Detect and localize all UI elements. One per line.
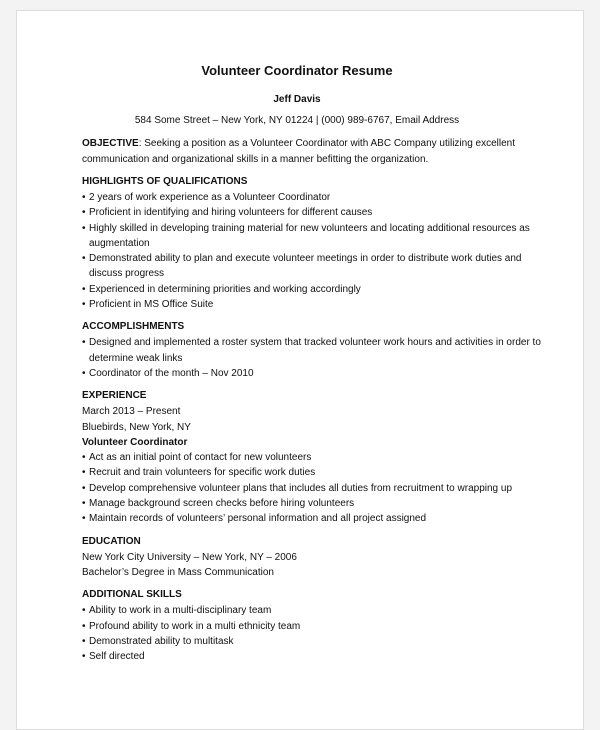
list-item: • Proficient in MS Office Suite (82, 297, 552, 312)
document-page (16, 10, 584, 730)
experience-list (82, 450, 552, 526)
experience-role: Volunteer Coordinator (82, 436, 188, 448)
list-item: • Act as an initial point of contact for new volunteers (82, 450, 552, 465)
list-item: • Designed and implemented a roster system that tracked volunteer work hours and activities in order to determine weak links (82, 335, 552, 366)
list-item: • Demonstrated ability to multitask (82, 634, 552, 649)
resume-content (82, 63, 552, 664)
accomplishments-heading: ACCOMPLISHMENTS (82, 321, 185, 333)
list-item: • Experienced in determining priorities and working accordingly (82, 282, 552, 297)
accomplishments-list (82, 335, 552, 381)
resume-title: Volunteer Coordinator Resume (201, 63, 393, 78)
highlights-list (82, 190, 552, 312)
objective-section (82, 136, 552, 167)
objective-text: : Seeking a position as a Volunteer Coordinator with ABC Company utilizing excellent communication and organizational skills in a manner befitting the organization. (82, 138, 516, 165)
list-item: • Recruit and train volunteers for specific work duties (82, 465, 552, 480)
education-heading: EDUCATION (82, 535, 141, 547)
list-item: • Demonstrated ability to plan and execute volunteer meetings in order to distribute work duties and discuss progress (82, 251, 552, 282)
experience-employer: Bluebirds, New York, NY (82, 421, 191, 433)
education-degree: Bachelor’s Degree in Mass Communication (82, 566, 274, 578)
list-item: • Develop comprehensive volunteer plans that includes all duties from recruitment to wrapping up (82, 481, 552, 496)
experience-heading: EXPERIENCE (82, 390, 147, 402)
candidate-name: Jeff Davis (273, 94, 321, 105)
list-item: • Highly skilled in developing training material for new volunteers and locating additional resources as augmentation (82, 221, 552, 252)
list-item: • 2 years of work experience as a Volunteer Coordinator (82, 190, 552, 205)
experience-dates: March 2013 – Present (82, 406, 181, 418)
list-item: • Proficient in identifying and hiring volunteers for different causes (82, 205, 552, 220)
skills-list (82, 603, 552, 664)
list-item: • Self directed (82, 649, 552, 664)
highlights-heading: HIGHLIGHTS OF QUALIFICATIONS (82, 176, 248, 187)
list-item: • Ability to work in a multi-disciplinary team (82, 603, 552, 618)
list-item: • Manage background screen checks before hiring volunteers (82, 496, 552, 511)
objective-label: OBJECTIVE (82, 138, 139, 149)
list-item: • Profound ability to work in a multi ethnicity team (82, 619, 552, 634)
contact-info: 584 Some Street – New York, NY 01224 | (000) 989-6767, Email Address (134, 115, 460, 126)
list-item: • Maintain records of volunteers’ personal information and all project assigned (82, 511, 552, 526)
education-school: New York City University – New York, NY – 2006 (82, 551, 297, 563)
list-item: • Coordinator of the month – Nov 2010 (82, 366, 552, 381)
skills-heading: ADDITIONAL SKILLS (82, 589, 182, 601)
